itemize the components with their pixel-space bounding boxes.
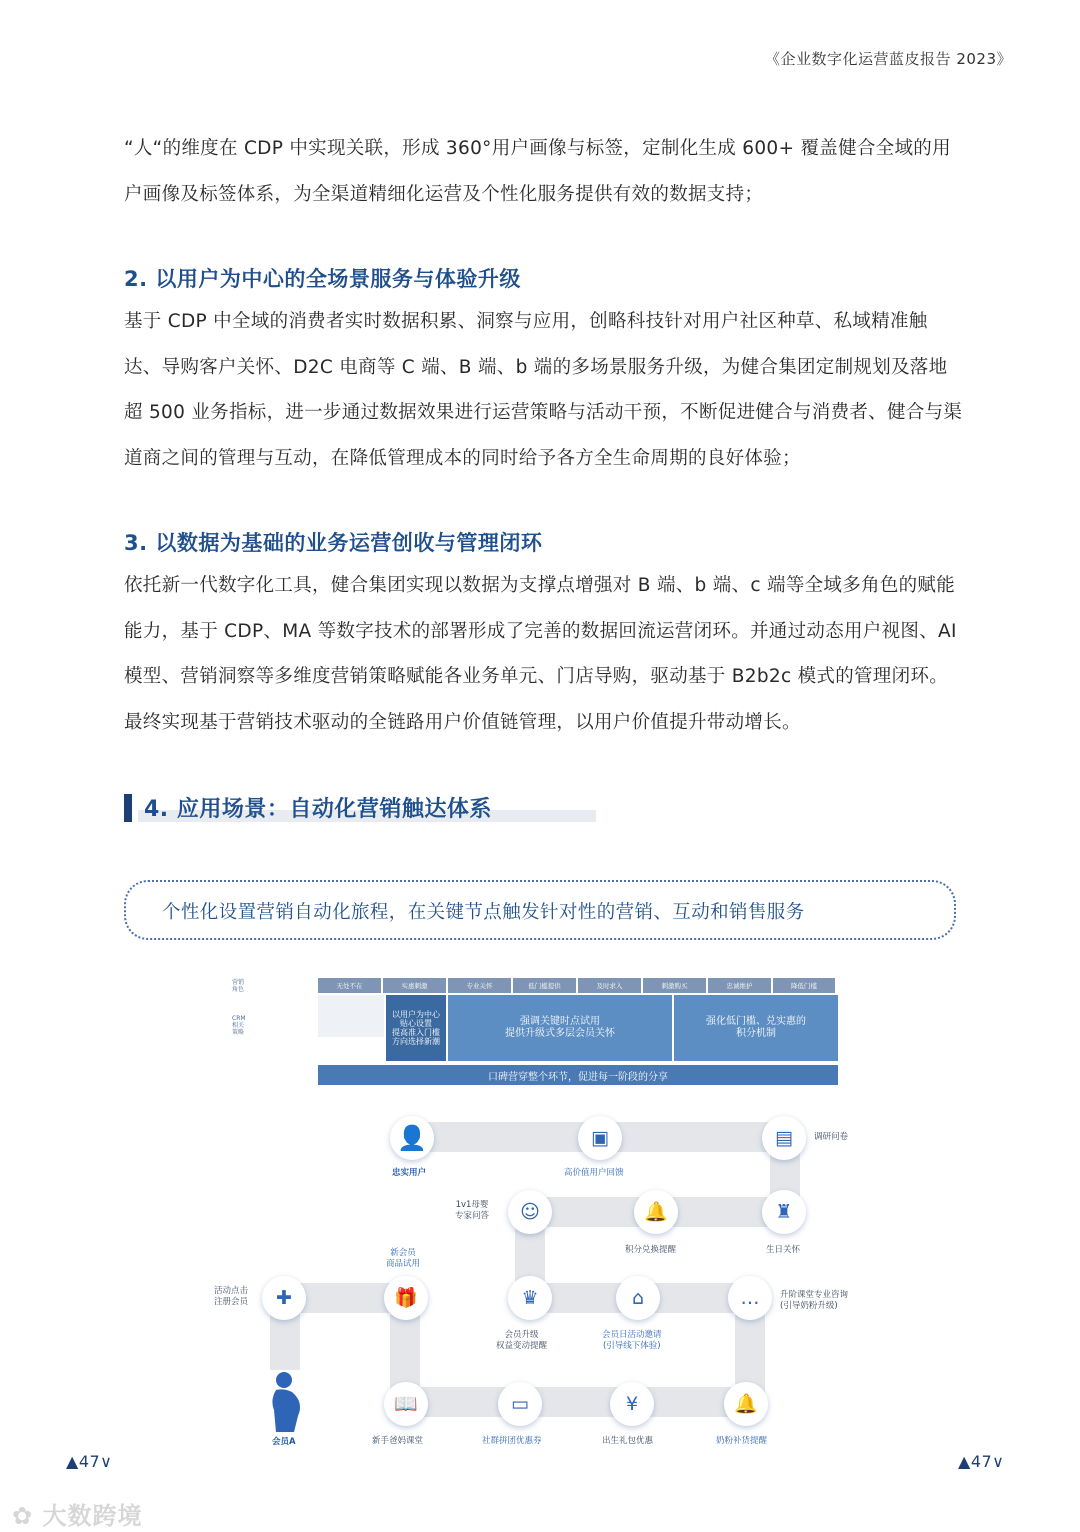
role-cell: 降低门槛 xyxy=(773,978,835,993)
node-label: 会员A xyxy=(272,1437,296,1447)
page-number-text: 47 xyxy=(78,1452,101,1471)
node-label: 积分兑换提醒 xyxy=(625,1245,677,1255)
section-title-4: 4. 应用场景：自动化营销触达体系 xyxy=(144,797,492,822)
node-label: 会员升级 权益变动提醒 xyxy=(496,1330,548,1351)
node-label: 1v1母婴 专家问答 xyxy=(455,1200,490,1221)
store-icon: ⌂ xyxy=(631,1286,645,1309)
word-of-mouth-banner: 口碑营穿整个环节，促进每一阶段的分享 xyxy=(318,1065,838,1085)
node-label: 新手爸妈课堂 xyxy=(372,1436,424,1446)
formula-reminder-node xyxy=(724,1382,768,1426)
crm-strategy-cell: 以用户为中心 贴心设置 提高准入门槛 方向选择新潮 xyxy=(386,995,446,1061)
role-cell: 专业关怀 xyxy=(448,978,511,993)
points-reminder-node xyxy=(634,1190,678,1234)
cake-icon: ♜ xyxy=(775,1200,793,1223)
crm-strategy-cell: 强化低门槛、兑实惠的 积分机制 xyxy=(674,995,838,1061)
node-label: 调研问卷 xyxy=(814,1132,849,1142)
pregnant-woman-icon xyxy=(264,1370,308,1434)
high-value-node xyxy=(578,1116,622,1160)
activity-register-node xyxy=(262,1276,306,1320)
member-day-node xyxy=(616,1276,660,1320)
role-cell: 忠诚维护 xyxy=(708,978,771,993)
callout-box xyxy=(124,880,956,940)
crm-row-label: CRM 相关 策略 xyxy=(232,1015,246,1036)
group-coupon-node xyxy=(498,1382,542,1426)
paragraph-scenario-service: 基于 CDP 中全域的消费者实时数据积累、洞察与应用，创略科技针对用户社区种草、私域精准触达、导购客户关怀、D2C 电商等 C 端、B 端、b 端的多场景服务升级，为健合集团定制规划及落地超 500 业务指标，进一步通过数据效果进行运营策略与活动干预，不断促进健合与消费者、健合与渠道商之间的管理与互动，在降低管理成本的同时给予各方全生命周期的良好体验； xyxy=(124,311,963,469)
node-label: 升阶课堂专业咨询 (引导奶粉升级) xyxy=(780,1290,849,1311)
money-bag-icon: ¥ xyxy=(625,1392,639,1415)
survey-node xyxy=(762,1116,806,1160)
bell-icon: 🔔 xyxy=(734,1392,758,1415)
callout-text: 个性化设置营销自动化旅程，在关键节点触发针对性的营销、互动和销售服务 xyxy=(162,902,805,923)
node-label: 奶粉补货提醒 xyxy=(716,1436,768,1446)
survey-icon: ▤ xyxy=(775,1126,793,1149)
marketing-strategy-strip xyxy=(232,975,838,1090)
node-label: 忠实用户 xyxy=(392,1168,427,1178)
role-cell: 无处不在 xyxy=(318,978,381,993)
birthday-node xyxy=(762,1190,806,1234)
role-row-label: 营销 角色 xyxy=(232,979,245,993)
paragraph-data-operations: 依托新一代数字化工具，健合集团实现以数据为支撑点增强对 B 端、b 端、c 端等全域多角色的赋能能力，基于 CDP、MA 等数字技术的部署形成了完善的数据回流运营闭环。并通过动态用户视图、AI 模型、营销洞察等多维度营销策略赋能各业务单元、门店导购，驱动基于 B2b2c 模式的管理闭环。最终实现基于营销技术驱动的全链路用户价值链管理，以用户价值提升带动增长。 xyxy=(124,575,957,733)
paragraph-user-profile: “人“的维度在 CDP 中实现关联，形成 360°用户画像与标签，定制化生成 600+ 覆盖健合全域的用户画像及标签体系，为全渠道精细化运营及个性化服务提供有效的数据支持； xyxy=(124,138,951,205)
gift-icon: 🎁 xyxy=(394,1286,418,1309)
node-label: 社群拼团优惠券 xyxy=(482,1436,542,1446)
section-marker-bar xyxy=(124,794,132,822)
node-label: 高价值用户回馈 xyxy=(564,1168,624,1178)
role-cell: 及时求入 xyxy=(578,978,641,993)
loyal-user-node xyxy=(390,1116,434,1160)
coupon-icon: ▭ xyxy=(511,1392,529,1415)
node-label: 新会员 商品试用 xyxy=(386,1248,421,1269)
member-a-figure xyxy=(264,1370,308,1434)
member-upgrade-node xyxy=(508,1276,552,1320)
section-title-2: 2. 以用户为中心的全场景服务与体验升级 xyxy=(124,267,521,291)
page-number-right: ▲47∨ xyxy=(958,1452,1005,1471)
crm-strategy-cell: 强调关键时点试用 提供升级式多层会员关怀 xyxy=(448,995,672,1061)
crm-blank-cell xyxy=(318,995,384,1037)
parent-class-node xyxy=(384,1382,428,1426)
role-cell: 实惠刺激 xyxy=(383,978,446,993)
add-user-icon: ✚ xyxy=(276,1286,292,1309)
expert-icon: ☺ xyxy=(520,1200,540,1223)
page-number-text: 47 xyxy=(970,1452,993,1471)
customer-journey-diagram xyxy=(200,1090,900,1450)
chat-icon: ▣ xyxy=(591,1126,609,1149)
advanced-class-node xyxy=(728,1276,772,1320)
node-label: 活动点击 注册会员 xyxy=(214,1286,249,1307)
person-check-icon: 👤 xyxy=(397,1124,427,1152)
journey-path-lower xyxy=(285,1298,630,1402)
message-icon: … xyxy=(740,1286,760,1309)
watermark-text: 大数跨境 xyxy=(42,1502,143,1530)
role-cell: 刺激购买 xyxy=(643,978,706,993)
new-member-trial-node xyxy=(384,1276,428,1320)
role-cell: 低门槛提供 xyxy=(513,978,576,993)
node-label: 出生礼包优惠 xyxy=(602,1436,654,1446)
book-icon: 📖 xyxy=(394,1392,418,1415)
birth-gift-node xyxy=(610,1382,654,1426)
node-label: 会员日活动邀请 (引导线下体验) xyxy=(602,1330,662,1351)
role-row xyxy=(318,978,835,993)
expert-qa-node xyxy=(508,1190,552,1234)
section-title-3: 3. 以数据为基础的业务运营创收与管理闭环 xyxy=(124,531,543,555)
document-header-title: 《企业数字化运营蓝皮报告 2023》 xyxy=(765,50,1012,68)
bell-icon: 🔔 xyxy=(644,1200,668,1223)
node-label: 生日关怀 xyxy=(766,1245,801,1255)
watermark: ✿ 大数跨境 xyxy=(12,1502,143,1530)
page-number-left: ▲47∨ xyxy=(66,1452,113,1471)
crown-icon: ♛ xyxy=(521,1286,539,1309)
